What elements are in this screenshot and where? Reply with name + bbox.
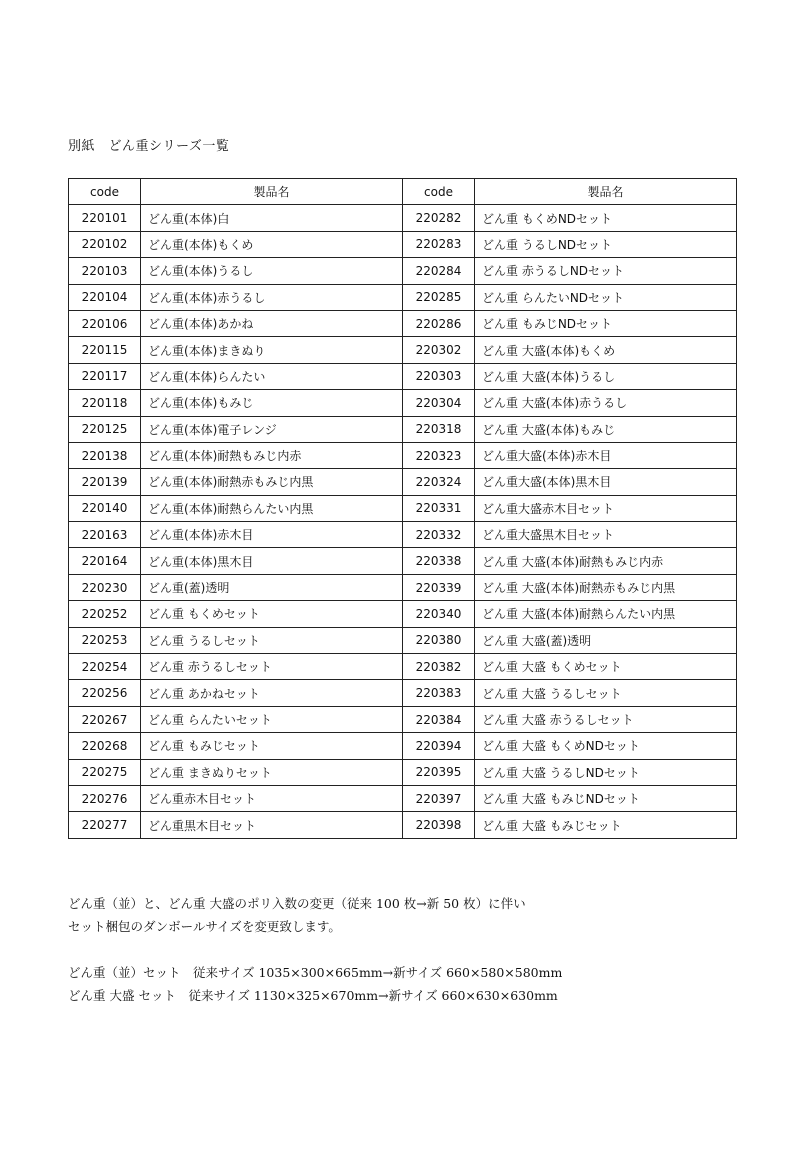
product-name-cell: どん重 もくめNDセット xyxy=(475,205,737,231)
product-code-cell: 220230 xyxy=(69,574,141,600)
product-name-cell: どん重 大盛 もみじNDセット xyxy=(475,785,737,811)
product-code-cell: 220268 xyxy=(69,733,141,759)
product-name-cell: どん重大盛黒木目セット xyxy=(475,522,737,548)
product-code-cell: 220283 xyxy=(403,231,475,257)
product-name-cell: どん重 赤うるしNDセット xyxy=(475,258,737,284)
product-code-cell: 220267 xyxy=(69,706,141,732)
product-name-cell: どん重(本体)赤うるし xyxy=(141,284,403,310)
product-name-cell: どん重 大盛(蓋)透明 xyxy=(475,627,737,653)
product-name-cell: どん重(本体)もくめ xyxy=(141,231,403,257)
product-name-cell: どん重(本体)黒木目 xyxy=(141,548,403,574)
product-name-cell: どん重 大盛(本体)耐熱らんたい内黒 xyxy=(475,601,737,627)
table-row xyxy=(69,310,737,336)
product-name-cell: どん重 うるしセット xyxy=(141,627,403,653)
product-code-cell: 220284 xyxy=(403,258,475,284)
table-row xyxy=(69,363,737,389)
product-name-cell: どん重 大盛(本体)耐熱もみじ内赤 xyxy=(475,548,737,574)
product-name-cell: どん重 あかねセット xyxy=(141,680,403,706)
product-name-cell: どん重(本体)耐熱もみじ内赤 xyxy=(141,442,403,468)
product-name-cell: どん重(本体)うるし xyxy=(141,258,403,284)
product-name-cell: どん重(本体)赤木目 xyxy=(141,522,403,548)
product-code-cell: 220254 xyxy=(69,654,141,680)
product-name-cell: どん重大盛赤木目セット xyxy=(475,495,737,521)
product-code-cell: 220138 xyxy=(69,442,141,468)
product-name-cell: どん重 大盛(本体)もくめ xyxy=(475,337,737,363)
product-name-cell: どん重(本体)もみじ xyxy=(141,390,403,416)
product-name-cell: どん重(本体)耐熱らんたい内黒 xyxy=(141,495,403,521)
product-name-cell: どん重(本体)電子レンジ xyxy=(141,416,403,442)
product-code-cell: 220332 xyxy=(403,522,475,548)
table-row xyxy=(69,654,737,680)
table-row xyxy=(69,231,737,257)
product-code-cell: 220331 xyxy=(403,495,475,521)
notes-section xyxy=(68,892,562,1007)
table-row xyxy=(69,706,737,732)
product-name-cell: どん重 大盛 うるしセット xyxy=(475,680,737,706)
table-row xyxy=(69,416,737,442)
product-code-cell: 220397 xyxy=(403,785,475,811)
table-row xyxy=(69,574,737,600)
product-name-cell: どん重 大盛(本体)うるし xyxy=(475,363,737,389)
product-name-cell: どん重 大盛 赤うるしセット xyxy=(475,706,737,732)
table-row xyxy=(69,390,737,416)
product-code-cell: 220383 xyxy=(403,680,475,706)
table-row xyxy=(69,733,737,759)
product-name-cell: どん重 もくめセット xyxy=(141,601,403,627)
table-row xyxy=(69,442,737,468)
product-name-cell: どん重 まきぬりセット xyxy=(141,759,403,785)
product-code-cell: 220163 xyxy=(69,522,141,548)
product-name-cell: どん重 らんたいセット xyxy=(141,706,403,732)
table-row xyxy=(69,627,737,653)
product-code-cell: 220380 xyxy=(403,627,475,653)
product-code-cell: 220339 xyxy=(403,574,475,600)
product-code-cell: 220382 xyxy=(403,654,475,680)
table-row xyxy=(69,548,737,574)
product-code-cell: 220118 xyxy=(69,390,141,416)
product-code-cell: 220318 xyxy=(403,416,475,442)
table-row xyxy=(69,258,737,284)
product-code-cell: 220275 xyxy=(69,759,141,785)
product-code-cell: 220117 xyxy=(69,363,141,389)
product-code-cell: 220384 xyxy=(403,706,475,732)
product-code-cell: 220164 xyxy=(69,548,141,574)
product-name-cell: どん重 大盛 もくめセット xyxy=(475,654,737,680)
table-header-row xyxy=(69,179,737,205)
product-code-cell: 220103 xyxy=(69,258,141,284)
product-name-cell: どん重 大盛 うるしNDセット xyxy=(475,759,737,785)
product-code-cell: 220101 xyxy=(69,205,141,231)
product-code-cell: 220323 xyxy=(403,442,475,468)
table-row xyxy=(69,522,737,548)
header-code-left: code xyxy=(69,179,141,205)
product-table xyxy=(68,178,737,839)
header-code-right: code xyxy=(403,179,475,205)
table-row xyxy=(69,337,737,363)
note-line: セット梱包のダンボールサイズを変更致します。 xyxy=(68,919,341,934)
table-body xyxy=(69,205,737,838)
table-row xyxy=(69,759,737,785)
product-code-cell: 220395 xyxy=(403,759,475,785)
product-name-cell: どん重 大盛(本体)赤うるし xyxy=(475,390,737,416)
product-name-cell: どん重 赤うるしセット xyxy=(141,654,403,680)
product-name-cell: どん重(本体)らんたい xyxy=(141,363,403,389)
product-code-cell: 220282 xyxy=(403,205,475,231)
product-name-cell: どん重大盛(本体)黒木目 xyxy=(475,469,737,495)
product-code-cell: 220286 xyxy=(403,310,475,336)
product-code-cell: 220139 xyxy=(69,469,141,495)
product-name-cell: どん重(本体)あかね xyxy=(141,310,403,336)
note-line: どん重（並）セット 従来サイズ 1035×300×665mm→新サイズ 660×580×580mm xyxy=(68,965,563,980)
product-code-cell: 220340 xyxy=(403,601,475,627)
note-line: どん重（並）と、どん重 大盛のポリ入数の変更（従来 100 枚→新 50 枚）に伴い xyxy=(68,896,526,911)
product-name-cell: どん重(本体)白 xyxy=(141,205,403,231)
product-code-cell: 220276 xyxy=(69,785,141,811)
note-line: どん重 大盛 セット 従来サイズ 1130×325×670mm→新サイズ 660×630×630mm xyxy=(68,988,558,1003)
product-name-cell: どん重(蓋)透明 xyxy=(141,574,403,600)
product-code-cell: 220277 xyxy=(69,812,141,838)
product-code-cell: 220285 xyxy=(403,284,475,310)
product-name-cell: どん重 らんたいNDセット xyxy=(475,284,737,310)
product-code-cell: 220398 xyxy=(403,812,475,838)
header-name-right: 製品名 xyxy=(475,179,737,205)
product-name-cell: どん重(本体)耐熱赤もみじ内黒 xyxy=(141,469,403,495)
product-name-cell: どん重(本体)まきぬり xyxy=(141,337,403,363)
product-code-cell: 220104 xyxy=(69,284,141,310)
table-row xyxy=(69,284,737,310)
product-name-cell: どん重 もみじセット xyxy=(141,733,403,759)
table-row xyxy=(69,785,737,811)
product-code-cell: 220302 xyxy=(403,337,475,363)
product-code-cell: 220303 xyxy=(403,363,475,389)
product-name-cell: どん重 大盛(本体)もみじ xyxy=(475,416,737,442)
table-row xyxy=(69,812,737,838)
product-code-cell: 220102 xyxy=(69,231,141,257)
product-code-cell: 220394 xyxy=(403,733,475,759)
product-name-cell: どん重黒木目セット xyxy=(141,812,403,838)
product-name-cell: どん重赤木目セット xyxy=(141,785,403,811)
product-code-cell: 220338 xyxy=(403,548,475,574)
product-name-cell: どん重 もみじNDセット xyxy=(475,310,737,336)
product-name-cell: どん重 大盛(本体)耐熱赤もみじ内黒 xyxy=(475,574,737,600)
product-code-cell: 220115 xyxy=(69,337,141,363)
header-name-left: 製品名 xyxy=(141,179,403,205)
product-code-cell: 220140 xyxy=(69,495,141,521)
product-name-cell: どん重 大盛 もみじセット xyxy=(475,812,737,838)
product-code-cell: 220125 xyxy=(69,416,141,442)
product-code-cell: 220253 xyxy=(69,627,141,653)
table-row xyxy=(69,680,737,706)
product-name-cell: どん重 うるしNDセット xyxy=(475,231,737,257)
table-row xyxy=(69,205,737,231)
product-code-cell: 220252 xyxy=(69,601,141,627)
product-code-cell: 220304 xyxy=(403,390,475,416)
table-row xyxy=(69,495,737,521)
table-row xyxy=(69,601,737,627)
document-title: 別紙 どん重シリーズ一覧 xyxy=(68,139,230,154)
product-code-cell: 220106 xyxy=(69,310,141,336)
product-name-cell: どん重大盛(本体)赤木目 xyxy=(475,442,737,468)
table-row xyxy=(69,469,737,495)
product-name-cell: どん重 大盛 もくめNDセット xyxy=(475,733,737,759)
product-code-cell: 220256 xyxy=(69,680,141,706)
product-code-cell: 220324 xyxy=(403,469,475,495)
